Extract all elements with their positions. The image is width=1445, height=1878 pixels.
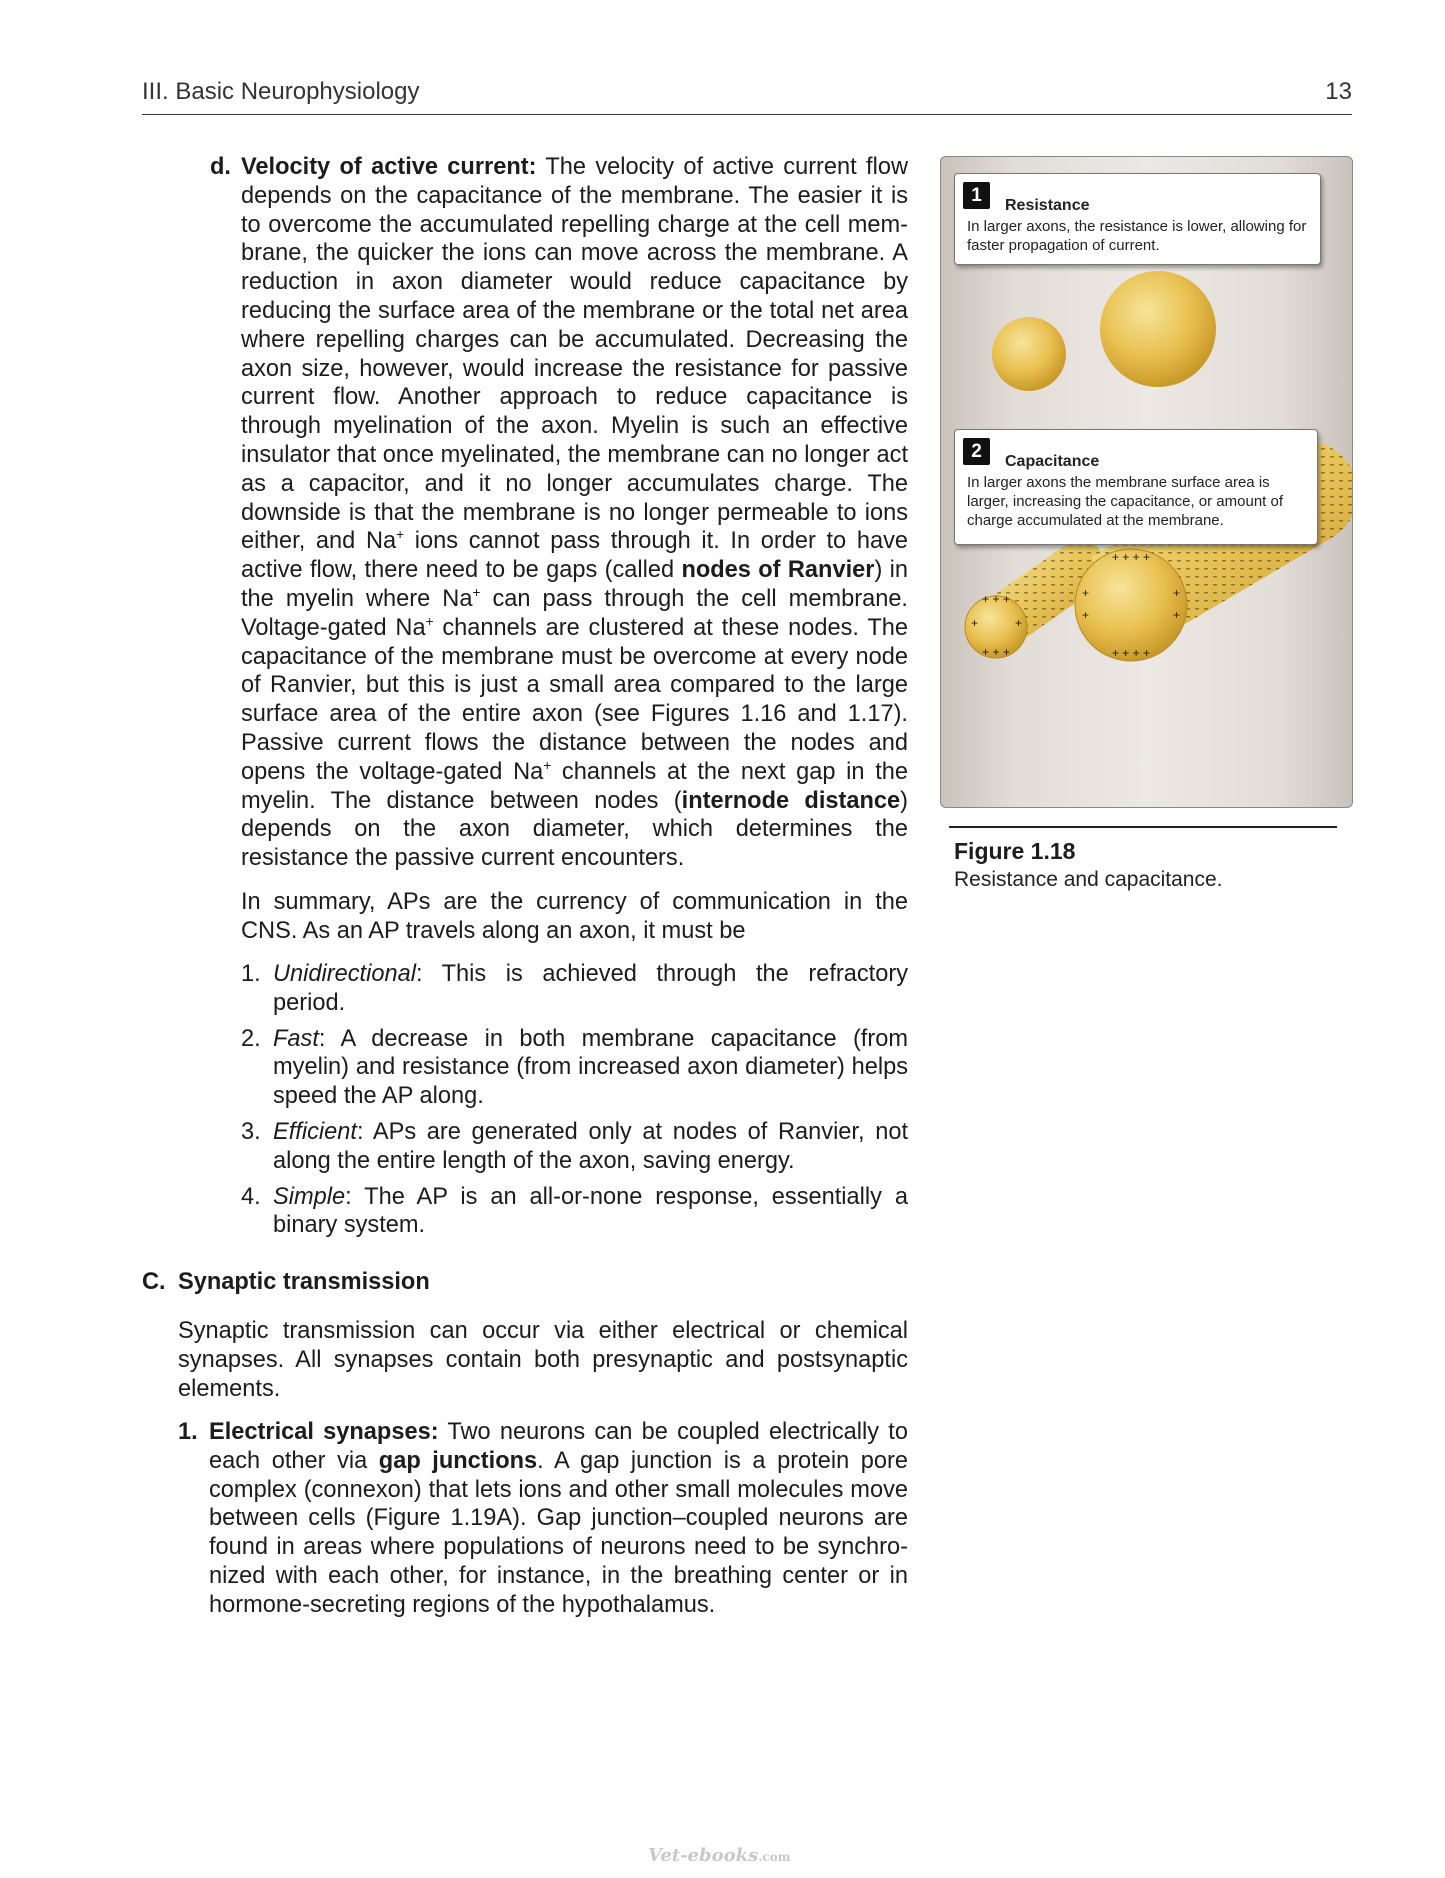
watermark-suffix: .com (758, 1850, 791, 1864)
figure-1-18-illustration (940, 156, 1353, 808)
svg-text:+: + (1082, 608, 1090, 622)
electrical-title: Electrical synapses: (209, 1419, 439, 1445)
item-d-text-5: channels are clustered at these nodes. The capacitance of the membrane must be overcome at every node of Ranvier, but this is just a small area compared to the large surface area of the entire axon (see Figures 1.16 and 1.17). Passive current flows the distance between the nodes and opens the voltage-gated Na (241, 614, 908, 785)
svg-text:+ + +: + + + (982, 592, 1010, 606)
term-gap-junctions: gap junctions (378, 1447, 538, 1474)
list-item-term: Efficient (273, 1118, 357, 1145)
superscript-plus: + (396, 527, 405, 543)
section-heading-c (142, 1269, 430, 1296)
item-d-label: d. (210, 154, 231, 180)
list-item (241, 1118, 908, 1176)
small-axon-cross-section (992, 317, 1066, 391)
callout-capacitance (954, 429, 1318, 545)
section-title: Synaptic transmission (178, 1269, 430, 1295)
svg-text:+: + (1015, 616, 1023, 630)
svg-text:+: + (971, 616, 979, 630)
ap-properties-list (241, 960, 908, 1247)
term-internode-distance: internode distance (681, 787, 901, 814)
svg-text:+ + +: + + + (982, 645, 1010, 659)
page-number: 13 (1325, 78, 1352, 105)
list-item (241, 960, 908, 1018)
svg-text:+ + + +: + + + + (1111, 646, 1151, 660)
electrical-synapses-item (178, 1418, 908, 1620)
running-header (142, 78, 1352, 115)
callout-resistance (954, 173, 1321, 265)
svg-text:+: + (1082, 586, 1090, 600)
callout-text: In larger axons, the resistance is lower, allowing for faster propagation of current. (967, 218, 1307, 254)
list-item-number: 3. (241, 1118, 261, 1145)
electrical-item-number: 1. (178, 1419, 198, 1445)
list-item-term: Unidirectional (273, 961, 416, 987)
term-nodes-of-ranvier: nodes of Ranvier (681, 557, 875, 584)
superscript-plus: + (543, 757, 552, 773)
list-item-text: : The AP is an all-or-none response, essentially a binary system. (273, 1183, 908, 1239)
item-d-title: Velocity of active current: (241, 154, 537, 180)
item-d-text-3: ) in the myelin where Na (241, 557, 908, 612)
list-item-number: 2. (241, 1025, 261, 1052)
item-d-text-7: ) depends on the axon diameter, which determines the resistance the passive current encounters. (241, 787, 908, 872)
section-c-intro (178, 1317, 908, 1403)
callout-number: 1 (963, 182, 990, 209)
item-d-text-6: channels at the next gap in the myelin. The distance between nodes ( (241, 758, 908, 814)
summary-paragraph (241, 888, 908, 946)
list-item-number: 1. (241, 961, 261, 987)
callout-number: 2 (963, 438, 990, 465)
header-section-title: III. Basic Neurophysiology (142, 78, 420, 105)
superscript-plus: + (425, 613, 434, 629)
list-item-number: 4. (241, 1183, 261, 1210)
callout-text: In larger axons the membrane surface area is larger, increasing the capacitance, or amount of charge accumulated at the membrane. (967, 474, 1284, 529)
section-letter: C. (142, 1269, 166, 1295)
item-d-text-4: can pass through the cell membrane. Voltage-gated Na (241, 585, 908, 641)
list-item-term: Fast (273, 1025, 319, 1052)
figure-label: Figure 1.18 (954, 838, 1076, 864)
svg-text:+: + (1173, 586, 1181, 600)
svg-text:+ + + +: + + + + (1111, 550, 1151, 564)
figure-caption-rule (949, 826, 1337, 828)
item-d-text-1: The velocity of active current flow depends on the capacitance of the membrane. The easier it is to overcome the accumulated repelling charge at the cell membrane, the quicker the ions can move across the membrane. A reduction in axon diameter would reduce capacitance by reducing the surface area of the membrane or the total net area where repelling charges can be accumulated. Decreasing the axon size, however, would increase the resistance for passive current flow. Another approach to reduce capacitance is through myelination of the axon. Myelin is such an effective insulator that once myelinated, the membrane can no longer act as a capacitor, and it no longer accumulates charge. The downside is that the membrane is no longer permeable to ions either, and Na (241, 154, 908, 555)
list-item (241, 1025, 908, 1111)
svg-text:+: + (1173, 608, 1181, 622)
electrical-paragraph (209, 1418, 908, 1620)
summary-text: In summary, APs are the currency of communication in the CNS. As an AP travels along an axon, it must be (241, 889, 908, 944)
superscript-plus: + (472, 585, 481, 601)
large-axon-cross-section (1100, 271, 1216, 387)
electrical-text-1: Two neurons can be coupled electrically to each other via (209, 1419, 908, 1474)
watermark-logo (648, 1845, 790, 1866)
list-item-term: Simple (273, 1183, 346, 1210)
item-d-paragraph (241, 153, 908, 873)
list-item-text: : A decrease in both membrane capacitance (from myelin) and resistance (from increased axon diameter) helps speed the AP along. (273, 1025, 908, 1110)
item-d-velocity (210, 153, 908, 873)
section-c-intro-text: Synaptic transmission can occur via either electrical or chemical synapses. All synapses contain both presynaptic and postsynaptic elements. (178, 1318, 908, 1402)
watermark-name: Vet-ebooks (648, 1845, 759, 1866)
figure-caption: Resistance and capacitance. (954, 868, 1223, 891)
electrical-text-2: . A gap junction is a protein pore complex (connexon) that lets ions and other small molecules move between cells (Figure 1.19A). Gap junction–coupled neurons are found in areas where populations of neurons need to be synchronized with each other, for instance, in the breathing center or in hormone-secreting regions of the hypothalamus. (209, 1447, 909, 1618)
list-item (241, 1183, 908, 1241)
callout-title: Capacitance (1005, 453, 1100, 470)
item-d-text-2: ions cannot pass through it. In order to have active flow, there need to be gaps (called (241, 528, 908, 584)
callout-title: Resistance (1005, 197, 1090, 214)
list-item-text: : APs are generated only at nodes of Ranvier, not along the entire length of the axon, saving energy. (273, 1118, 908, 1174)
list-item-text: : This is achieved through the refractory period. (273, 961, 908, 1016)
